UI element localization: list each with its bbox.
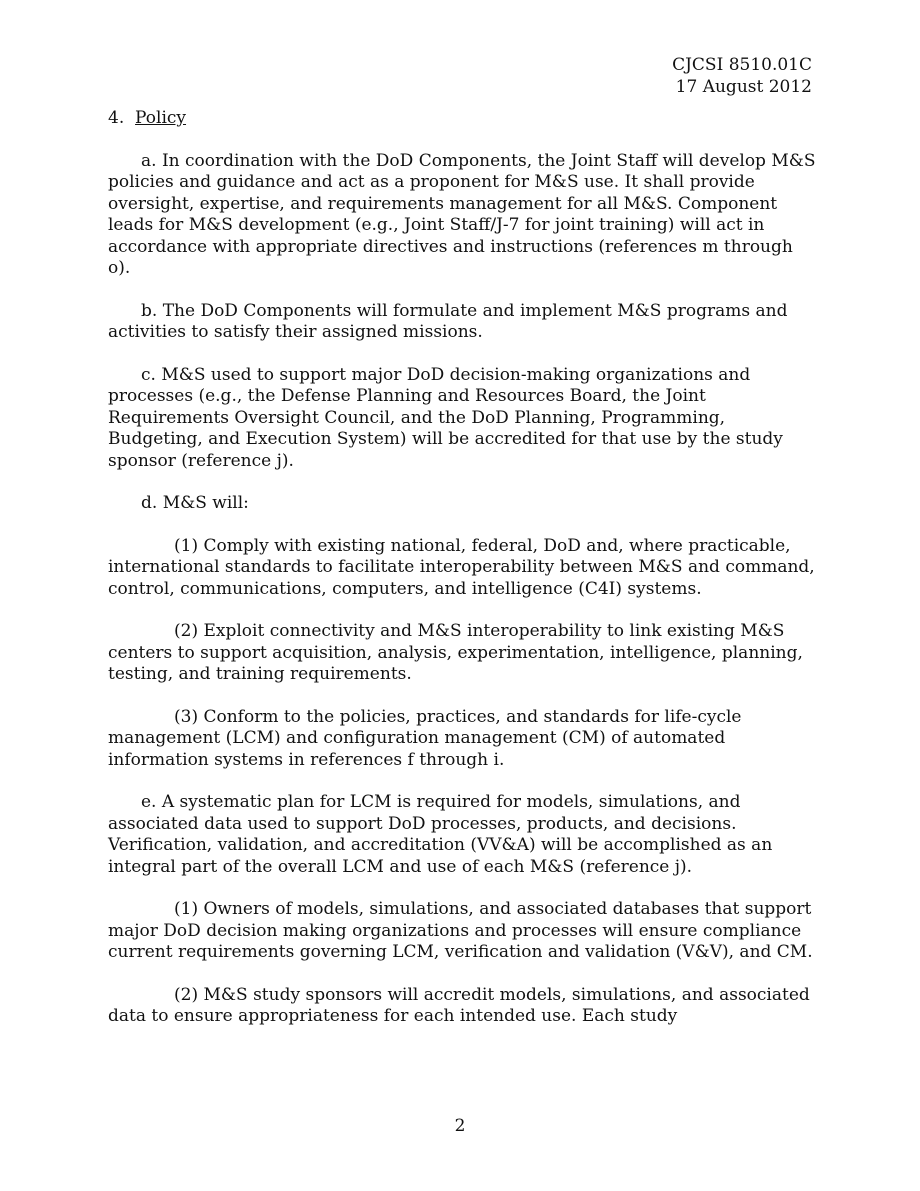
paragraph-d-2: (2) Exploit connectivity and M&S interoperability to link existing M&S centers to support acquisition, analysis, experimentation, intelligence, planning, testing, and training requirements.: [108, 621, 803, 684]
section-number: 4.: [108, 108, 125, 128]
document-date: 17 August 2012: [675, 77, 812, 97]
paragraph-a: a. In coordination with the DoD Components, the Joint Staff will develop M&S policies and guidance and act as a proponent for M&S use. It shall provide oversight, expertise, and requirements management for all M&S. Component leads for M&S development (e.g., Joint Staff/J-7 for joint training) will act in accordance with appropriate directives and instructions (references m through o).: [108, 150, 816, 278]
page-number: 2: [454, 1116, 466, 1136]
section-title: Policy: [135, 108, 187, 128]
section-heading: [108, 108, 818, 130]
paragraph-e-1: (1) Owners of models, simulations, and associated databases that support major DoD decision making organizations and processes will ensure compliance current requirements governing LCM, verification and validation (V&V), and CM.: [108, 899, 813, 962]
paragraph-e-2: (2) M&S study sponsors will accredit models, simulations, and associated data to ensure appropriateness for each intended use. Each study: [108, 984, 810, 1026]
paragraph-d-1: (1) Comply with existing national, federal, DoD and, where practicable, international standards to facilitate interoperability between M&S and command, control, communications, computers, and intelligence (C4I) systems.: [108, 535, 815, 599]
paragraph-c: c. M&S used to support major DoD decision-making organizations and processes (e.g., the Defense Planning and Resources Board, the Joint Requirements Oversight Council, and the DoD Planning, Programming, Budgeting, and Execution System) will be accredited for that use by the study sponsor (reference j).: [108, 364, 783, 471]
paragraph-d: d. M&S will:: [141, 493, 249, 513]
document-number: CJCSI 8510.01C: [672, 55, 812, 75]
paragraph-d-3: (3) Conform to the policies, practices, and standards for life-cycle management (LCM) and configuration management (CM) of automated information systems in references f through i.: [108, 706, 742, 770]
document-body: [108, 108, 818, 1049]
paragraph-e: e. A systematic plan for LCM is required for models, simulations, and associated data used to support DoD processes, products, and decisions. Verification, validation, and accreditation (VV&A) will be accomplished as an integral part of the overall LCM and use of each M&S (reference j).: [108, 792, 773, 877]
document-header: [672, 54, 812, 98]
paragraph-b: b. The DoD Components will formulate and implement M&S programs and activities to satisfy their assigned missions.: [108, 300, 788, 342]
